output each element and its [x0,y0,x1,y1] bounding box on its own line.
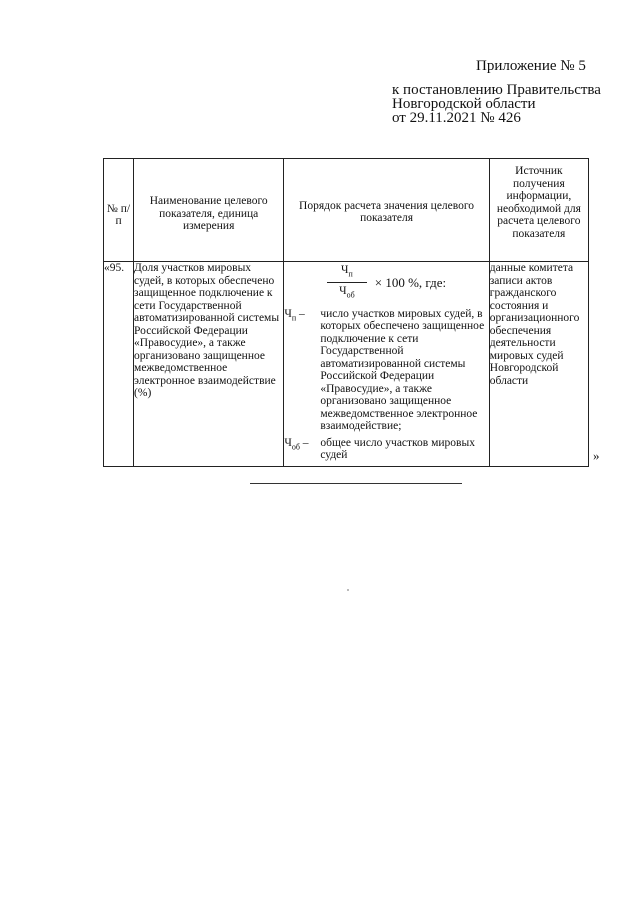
formula [284,264,488,302]
definition-symbol-base: Ч [284,436,292,449]
definition-item [284,437,488,462]
definition-item [284,308,488,433]
table-header-row [104,159,589,262]
formula-numerator [327,264,367,283]
appendix-title: Приложение № 5 [476,58,586,74]
definition-symbol [284,308,320,433]
definition-text: общее число участков мировых судей [320,436,475,462]
appendix-line-3: от 29.11.2021 № 426 [392,110,521,126]
formula-denominator [339,283,355,302]
header-calc: Порядок расчета значения целевого показателя [284,159,489,262]
header-num: № п/п [104,159,134,262]
closing-quote: » [593,448,600,463]
definition-dash: – [302,436,309,449]
definition-text: число участков мировых судей, в которых обеспечено защищенное подключение к сети Государственной автоматизированной системы Российской Федерации «Правосудие», а также организовано защищенное межведомственное электронное взаимодействие; [320,307,485,433]
formula-rest: × 100 %, где: [374,274,447,290]
appendix-line-2: Новгородской области [392,96,536,112]
definition-symbol-sub: п [291,312,297,322]
definition-symbol-sub: об [291,441,300,451]
indicator-name: Доля участков мировых судей, в которых обеспечено защищенное подключение к сети Государственной автоматизированной системы Российской Федерации «Правосудие», а также организовано защищенное межведомственное электронное взаимодействие (%) [134,262,284,467]
header-source: Источник получения информации, необходимой для расчета целевого показателя [489,159,588,262]
header-name: Наименование целевого показателя, единица измерения [134,159,284,262]
separator-line [250,483,462,484]
denominator-subscript: об [346,290,355,300]
definition-dash: – [298,307,305,320]
row-number: «95. [104,262,134,467]
appendix-line-1: к постановлению Правительства [392,82,601,98]
table-row [104,262,589,467]
indicator-table [103,158,589,467]
scan-speck [347,589,349,591]
numerator-subscript: п [348,269,353,279]
definition-symbol-base: Ч [284,307,292,320]
definition-symbol [284,437,320,462]
numerator-symbol: Ч [341,264,349,276]
data-source: данные комитета записи актов гражданского состояния и организационного обеспечения деятельности мировых судей Новгородской области [489,262,588,467]
denominator-symbol: Ч [339,284,347,297]
formula-fraction [327,264,367,302]
appendix-header [392,59,601,125]
calculation-cell [284,262,489,467]
